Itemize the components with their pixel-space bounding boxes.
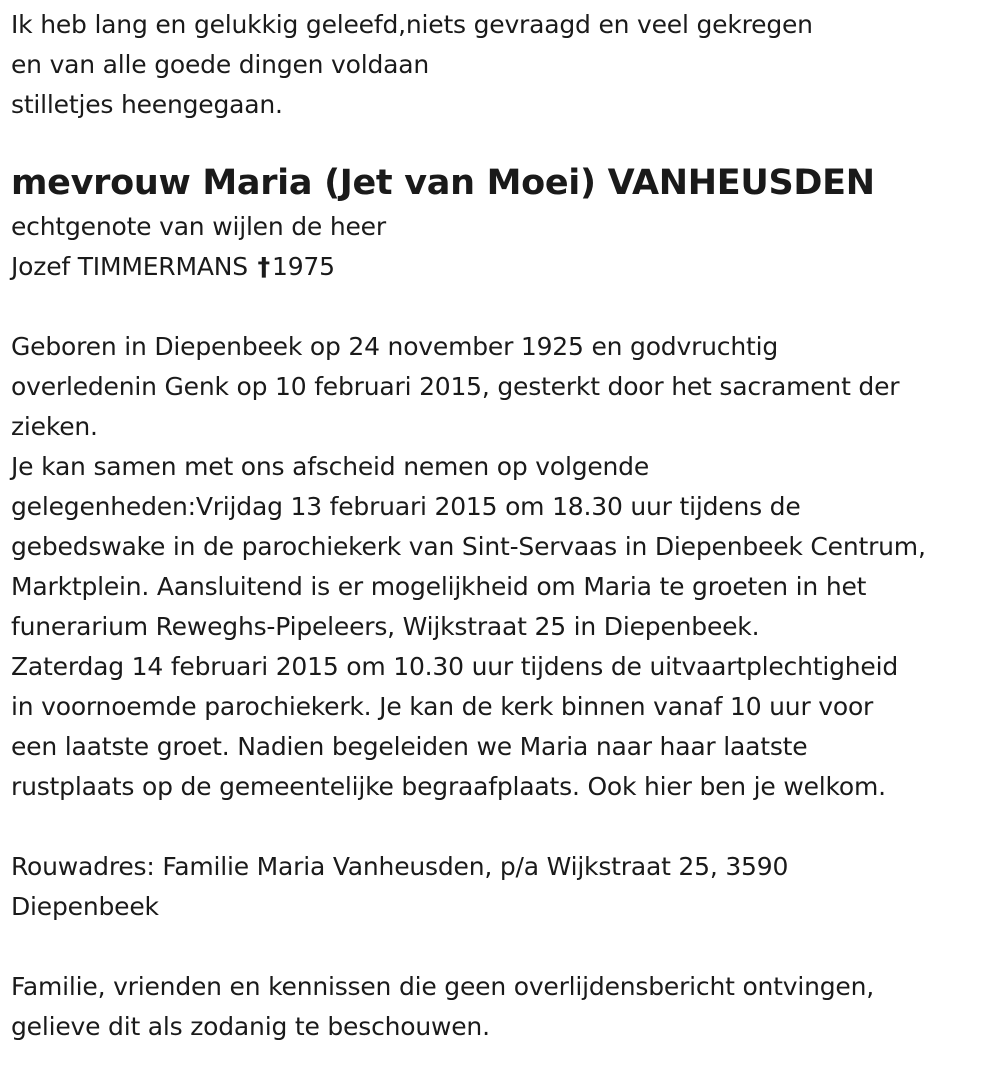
details-line: in voornoemde parochiekerk. Je kan de kerk binnen vanaf 10 uur voor	[11, 692, 874, 721]
cross-icon: †	[257, 252, 270, 281]
relation-text: echtgenote van wijlen de heer	[11, 212, 386, 241]
spouse-death-year: 1975	[271, 252, 335, 281]
details-line: funerarium Reweghs-Pipeleers, Wijkstraat 25 in Diepenbeek.	[11, 612, 760, 641]
details-line: Marktplein. Aansluitend is er mogelijkheid om Maria te groeten in het	[11, 572, 867, 601]
details-line: rustplaats op de gemeentelijke begraafplaats. Ook hier ben je welkom.	[11, 772, 886, 801]
spouse-line	[11, 247, 991, 287]
details-block	[11, 327, 991, 807]
spouse-block	[11, 207, 991, 287]
poem-line: stilletjes heengegaan.	[11, 90, 283, 119]
details-line: Je kan samen met ons afscheid nemen op volgende	[11, 452, 650, 481]
details-line: gebedswake in de parochiekerk van Sint-Servaas in Diepenbeek Centrum,	[11, 532, 926, 561]
poem-line: Ik heb lang en gelukkig geleefd,niets gevraagd en veel gekregen	[11, 10, 813, 39]
address-block	[11, 847, 991, 927]
details-line: overledenin Genk op 10 februari 2015, gesterkt door het sacrament der	[11, 372, 900, 401]
address-line: Diepenbeek	[11, 892, 159, 921]
poem-block	[11, 5, 991, 125]
address-line: Rouwadres: Familie Maria Vanheusden, p/a Wijkstraat 25, 3590	[11, 852, 789, 881]
obituary-notice	[11, 5, 991, 1047]
closing-line: gelieve dit als zodanig te beschouwen.	[11, 1012, 490, 1041]
deceased-name: mevrouw Maria (Jet van Moei) VANHEUSDEN	[11, 163, 875, 203]
details-line: Geboren in Diepenbeek op 24 november 1925 en godvruchtig	[11, 332, 778, 361]
closing-block	[11, 967, 991, 1047]
spouse-name: Jozef TIMMERMANS	[11, 252, 248, 281]
details-line: een laatste groet. Nadien begeleiden we Maria naar haar laatste	[11, 732, 808, 761]
details-line: gelegenheden:Vrijdag 13 februari 2015 om 18.30 uur tijdens de	[11, 492, 801, 521]
details-line: Zaterdag 14 februari 2015 om 10.30 uur tijdens de uitvaartplechtigheid	[11, 652, 899, 681]
closing-line: Familie, vrienden en kennissen die geen overlijdensbericht ontvingen,	[11, 972, 875, 1001]
poem-line: en van alle goede dingen voldaan	[11, 50, 430, 79]
details-line: zieken.	[11, 412, 98, 441]
